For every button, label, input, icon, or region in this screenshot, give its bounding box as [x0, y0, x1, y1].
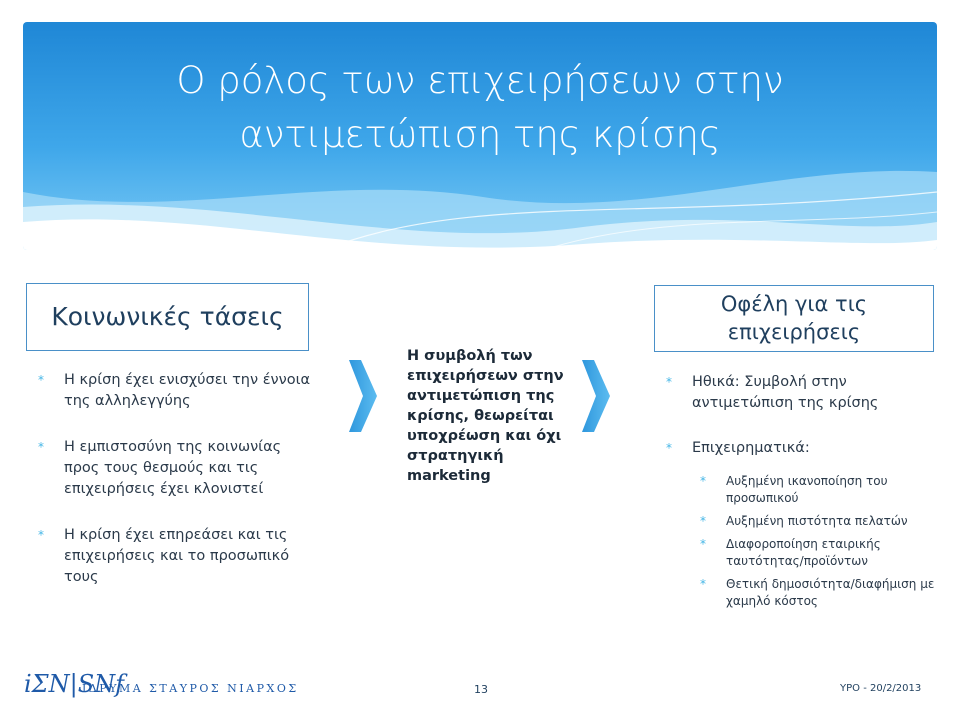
bullet-icon: *: [38, 373, 44, 387]
list-item: * Θετική δημοσιότητα/διαφήμιση με χαμηλό κόστος: [700, 577, 935, 608]
social-trends-heading: Κοινωνικές τάσεις: [26, 283, 309, 351]
title-banner: [23, 22, 937, 250]
social-trends-list: [38, 370, 313, 613]
benefits-heading-line-2: επιχειρήσεις: [727, 320, 861, 344]
bullet-icon: *: [666, 441, 672, 455]
title-line-2: αντιμετώπιση της κρίσης: [239, 113, 721, 156]
list-item: * Η εμπιστοσύνη της κοινωνίας προς τους θεσμούς και τις επιχειρήσεις έχει κλονιστεί: [38, 439, 282, 497]
list-item: * Διαφοροποίηση εταιρικής ταυτότητας/προϊόντων: [700, 537, 881, 568]
benefits-heading-line-1: Οφέλη για τις: [720, 292, 868, 316]
title-line-1: Ο ρόλος των επιχειρήσεων στην: [176, 59, 784, 102]
list-item: * Η κρίση έχει επηρεάσει και τις επιχειρήσεις και το προσωπικό τους: [38, 527, 290, 585]
list-item: * Επιχειρηματικά:: [666, 438, 936, 459]
bullet-icon: *: [700, 474, 706, 488]
chevron-right-icon: [349, 360, 377, 432]
contribution-statement: Η συμβολή των επιχειρήσεων στην αντιμετώπιση της κρίσης, θεωρείται υποχρέωση και όχι στρατηγική marketing: [407, 348, 564, 484]
list-item: * Αυξημένη πιστότητα πελατών: [700, 514, 908, 528]
page-title: [23, 54, 937, 162]
bullet-icon: *: [700, 537, 706, 551]
list-item: * Η κρίση έχει ενισχύσει την έννοια της αλληλεγγύης: [38, 372, 311, 409]
list-item: * Ηθικά: Συμβολή στην αντιμετώπιση της κρίσης: [666, 374, 879, 411]
page-number: 13: [474, 683, 488, 696]
list-item: * Αυξημένη ικανοποίηση του προσωπικού: [700, 474, 888, 505]
benefits-heading: [654, 285, 934, 352]
chevron-right-icon: [582, 360, 610, 432]
bullet-icon: *: [666, 375, 672, 389]
bullet-icon: *: [38, 528, 44, 542]
business-benefits-sublist: [700, 473, 940, 616]
snf-logo-mark: iΣΝ|SNf: [24, 670, 125, 698]
bullet-icon: *: [700, 514, 706, 528]
bullet-icon: *: [38, 440, 44, 454]
footer-date: YPO - 20/2/2013: [840, 683, 922, 694]
benefits-list: [666, 372, 936, 483]
snf-logo-text: ΙΔΡΥΜΑ ΣΤΑΥΡΟΣ ΝΙΑΡΧΟΣ: [82, 682, 299, 695]
bullet-icon: *: [700, 577, 706, 591]
